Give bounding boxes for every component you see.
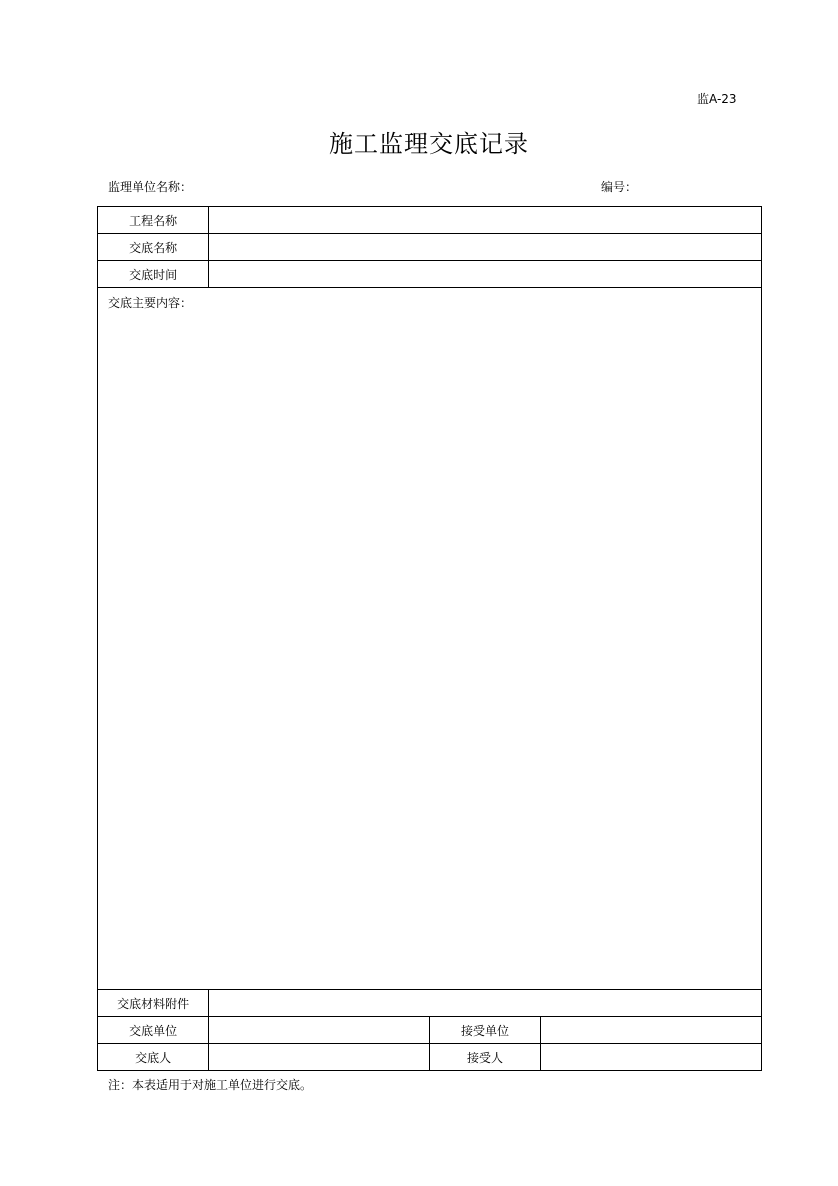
receiving-unit-field[interactable] <box>540 1017 761 1044</box>
main-content-area[interactable] <box>98 288 762 990</box>
receiver-field[interactable] <box>540 1044 761 1071</box>
handover-time-label: 交底时间 <box>98 261 209 288</box>
table-row <box>98 990 762 1017</box>
table-row <box>98 1044 762 1071</box>
project-name-field[interactable] <box>209 207 762 234</box>
main-content-label: 交底主要内容： <box>108 296 193 310</box>
handover-name-field[interactable] <box>209 234 762 261</box>
receiver-label: 接受人 <box>430 1044 540 1071</box>
supervision-unit-name-label: 监理单位名称： <box>108 180 193 194</box>
record-number-label: 编号： <box>601 180 638 194</box>
table-row <box>98 1017 762 1044</box>
table-row <box>98 261 762 288</box>
handover-person-field[interactable] <box>209 1044 430 1071</box>
footer-note: 注：本表适用于对施工单位进行交底。 <box>108 1078 313 1092</box>
table-row <box>98 234 762 261</box>
form-code: 监A-23 <box>697 92 737 106</box>
attachments-label: 交底材料附件 <box>98 990 209 1017</box>
page-title: 施工监理交底记录 <box>329 130 529 158</box>
table-row <box>98 207 762 234</box>
handover-person-label: 交底人 <box>98 1044 209 1071</box>
handover-unit-field[interactable] <box>209 1017 430 1044</box>
project-name-label: 工程名称 <box>98 207 209 234</box>
handover-time-field[interactable] <box>209 261 762 288</box>
handover-record-table <box>97 206 762 1071</box>
handover-name-label: 交底名称 <box>98 234 209 261</box>
receiving-unit-label: 接受单位 <box>430 1017 540 1044</box>
handover-unit-label: 交底单位 <box>98 1017 209 1044</box>
table-row <box>98 288 762 990</box>
attachments-field[interactable] <box>209 990 762 1017</box>
